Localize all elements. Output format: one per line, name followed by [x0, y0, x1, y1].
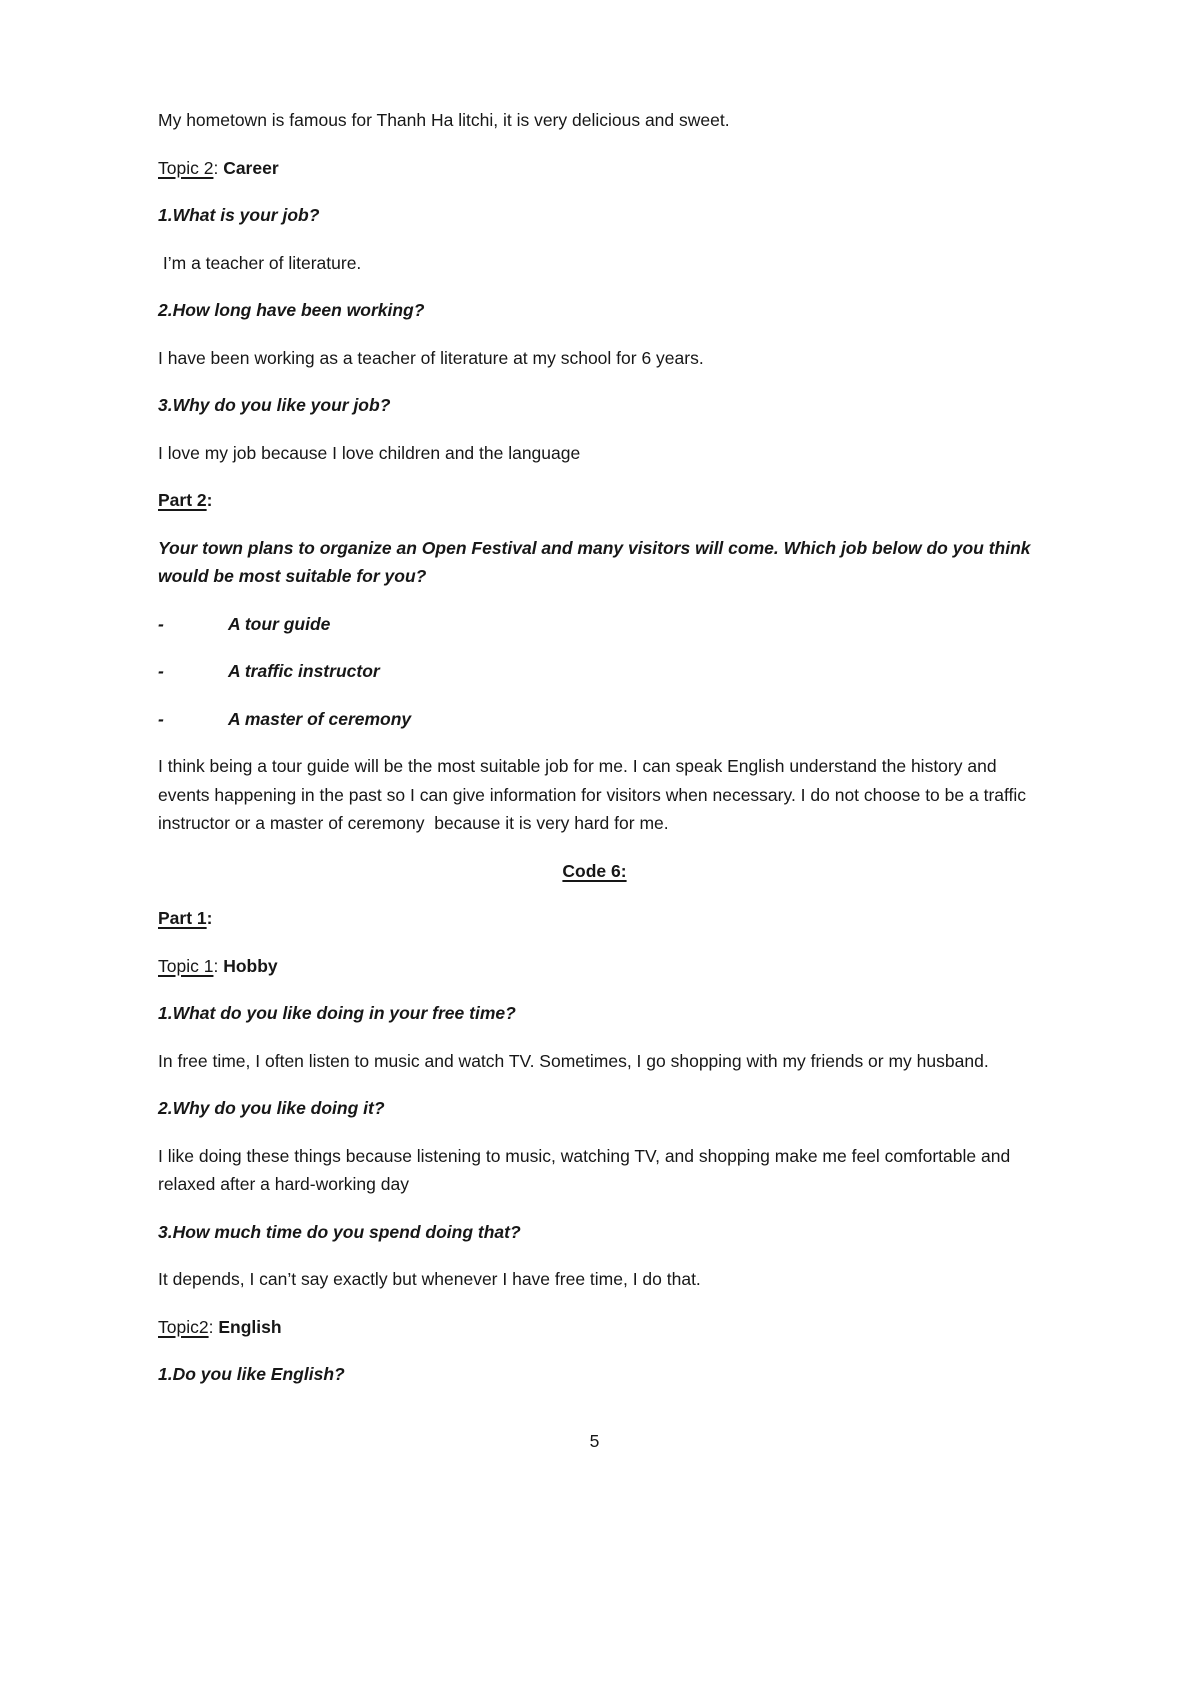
page-number: 5	[589, 1430, 600, 1451]
bullet-dash: -	[158, 613, 164, 634]
bullet-text: A tour guide	[228, 613, 331, 634]
paragraph-intro: My hometown is famous for Thanh Ha litchi, it is very delicious and sweet.	[158, 110, 730, 130]
part-separator: :	[206, 908, 213, 928]
part-label: Part 1	[158, 908, 207, 928]
bullet-text: A master of ceremony	[228, 708, 412, 729]
question-hobby-2: 2.Why do you like doing it?	[158, 1098, 385, 1118]
answer-career-3: I love my job because I love children and the language	[158, 442, 581, 463]
bullet-dash: -	[158, 708, 164, 729]
part-heading-2	[158, 486, 1031, 515]
topic-separator: :	[213, 955, 224, 976]
topic-label: Topic 1	[158, 955, 214, 976]
answer-hobby-3: It depends, I can’t say exactly but whenever I have free time, I do that.	[158, 1269, 701, 1289]
topic-title: English	[218, 1316, 282, 1337]
part-separator: :	[206, 490, 213, 510]
answer-career-2: I have been working as a teacher of literature at my school for 6 years.	[158, 347, 704, 368]
answer-hobby-1: In free time, I often listen to music and watch TV. Sometimes, I go shopping with my friends or my husband.	[158, 1050, 989, 1071]
answer-career-1: I’m a teacher of literature.	[158, 252, 362, 273]
topic-label: Topic2	[158, 1316, 209, 1337]
topic-heading-career	[158, 154, 1031, 183]
code-heading	[158, 857, 1031, 886]
topic-title: Career	[223, 157, 279, 178]
question-career-3: 3.Why do you like your job?	[158, 395, 391, 415]
part2-prompt: Your town plans to organize an Open Festival and many visitors will come. Which job below do you think would be most suitable for you?	[158, 537, 1036, 586]
question-hobby-1: 1.What do you like doing in your free time?	[158, 1003, 516, 1023]
answer-hobby-2: I like doing these things because listening to music, watching TV, and shopping make me feel comfortable and relaxed after a hard-working day	[158, 1145, 1016, 1194]
bullet-text: A traffic instructor	[228, 661, 380, 681]
topic-heading-hobby	[158, 952, 1031, 981]
question-english-1: 1.Do you like English?	[158, 1364, 345, 1384]
question-hobby-3: 3.How much time do you spend doing that?	[158, 1221, 521, 1242]
list-item	[158, 610, 1031, 639]
topic-separator: :	[208, 1316, 219, 1337]
topic-title: Hobby	[223, 955, 278, 976]
list-item	[158, 657, 1031, 686]
list-item	[158, 705, 1031, 734]
part2-answer: I think being a tour guide will be the most suitable job for me. I can speak English understand the history and events happening in the past so I can give information for visitors when necessary. I do not choose to be a traffic instructor or a master of ceremony because it is very hard for me.	[158, 756, 1031, 833]
question-career-1: 1.What is your job?	[158, 205, 320, 225]
bullet-dash: -	[158, 661, 164, 681]
question-career-2: 2.How long have been working?	[158, 300, 425, 320]
topic-label: Topic 2	[158, 157, 214, 178]
code-heading-text: Code 6:	[562, 860, 627, 881]
bullet-list	[158, 610, 1031, 734]
topic-separator: :	[213, 157, 224, 178]
topic-heading-english	[158, 1313, 1031, 1342]
part-label: Part 2	[158, 490, 207, 510]
part-heading-1	[158, 904, 1031, 933]
